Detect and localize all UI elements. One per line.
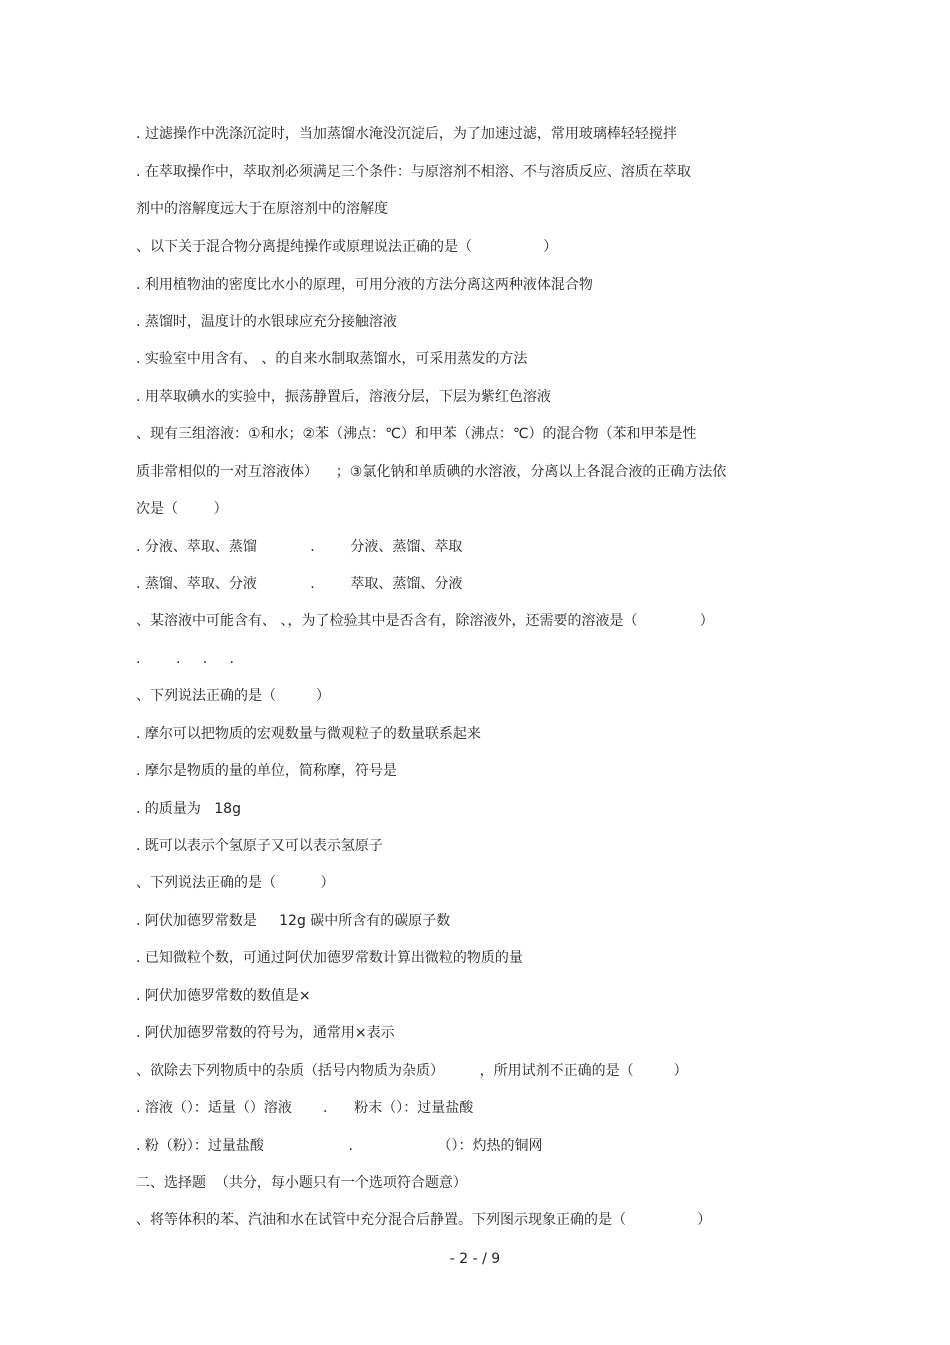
option-c: . 阿伏加德罗常数的数值是×	[136, 988, 311, 1004]
option-b: . 已知微粒个数，可通过阿伏加德罗常数计算出微粒的物质的量	[136, 950, 523, 966]
option-a: . 阿伏加德罗常数是 12g 碳中所含有的碳原子数	[136, 913, 451, 929]
option-c: . 的质量为 18g	[136, 801, 241, 817]
question-mole: 、下列说法正确的是（ ）	[136, 688, 331, 704]
option-b: . 摩尔是物质的量的单位，简称摩，符号是	[136, 763, 397, 779]
question-avogadro: 、下列说法正确的是（ ）	[136, 875, 335, 891]
question-three-solutions-end: 次是（ ）	[136, 501, 228, 517]
option-row-ab: . 溶液（）：适量（）溶液 . 粉末（）：过量盐酸	[136, 1100, 474, 1116]
question-benzene: 、将等体积的苯、汽油和水在试管中充分混合后静置。下列图示现象正确的是（ ）	[136, 1212, 712, 1228]
option-row-ab: . 分液、萃取、蒸馏 . 分液、蒸馏、萃取	[136, 539, 463, 555]
text-line-extraction-cont: 剂中的溶解度远大于在原溶剂中的溶解度	[136, 201, 388, 217]
option-row-cd: . 粉（粉）：过量盐酸 . （）：灼热的铜网	[136, 1138, 543, 1154]
option-d: . 既可以表示个氢原子又可以表示氢原子	[136, 838, 383, 854]
option-row-cd: . 蒸馏、萃取、分液 . 萃取、蒸馏、分液	[136, 576, 463, 592]
question-three-solutions-cont: 质非常相似的一对互溶液体） ；③氯化钠和单质碘的水溶液，分离以上各混合液的正确方法依	[136, 464, 727, 480]
question-ion-test: 、某溶液中可能含有、 、，为了检验其中是否含有，除溶液外，还需要的溶液是（ ）	[136, 613, 714, 629]
page-number: - 2 - / 9	[449, 1251, 501, 1267]
question-impurity: 、欲除去下列物质中的杂质（括号内物质为杂质） ，所用试剂不正确的是（ ）	[136, 1063, 688, 1079]
question-three-solutions: 、现有三组溶液：①和水；②苯（沸点：℃）和甲苯（沸点：℃）的混合物（苯和甲苯是性	[136, 426, 697, 442]
question-separation: 、以下关于混合物分离提纯操作或原理说法正确的是（ ）	[136, 239, 558, 255]
option-a: . 摩尔可以把物质的宏观数量与微观粒子的数量联系起来	[136, 726, 481, 742]
option-b: . 蒸馏时，温度计的水银球应充分接触溶液	[136, 314, 397, 330]
option-d: . 用萃取碘水的实验中，振荡静置后，溶液分层，下层为紫红色溶液	[136, 389, 551, 405]
section-heading: 二、选择题 （共分，每小题只有一个选项符合题意）	[136, 1175, 467, 1191]
option-a: . 利用植物油的密度比水小的原理，可用分液的方法分离这两种液体混合物	[136, 277, 593, 293]
option-d: . 阿伏加德罗常数的符号为，通常用×表示	[136, 1025, 395, 1041]
text-line-extraction: . 在萃取操作中，萃取剂必须满足三个条件：与原溶剂不相溶、不与溶质反应、溶质在萃取	[136, 164, 691, 180]
text-line-filtration: . 过滤操作中洗涤沉淀时，当加蒸馏水淹没沉淀后，为了加速过滤，常用玻璃棒轻轻搅拌	[136, 126, 677, 142]
option-c: . 实验室中用含有、 、的自来水制取蒸馏水，可采用蒸发的方法	[136, 351, 528, 367]
option-row-ion: . . . .	[136, 651, 234, 667]
